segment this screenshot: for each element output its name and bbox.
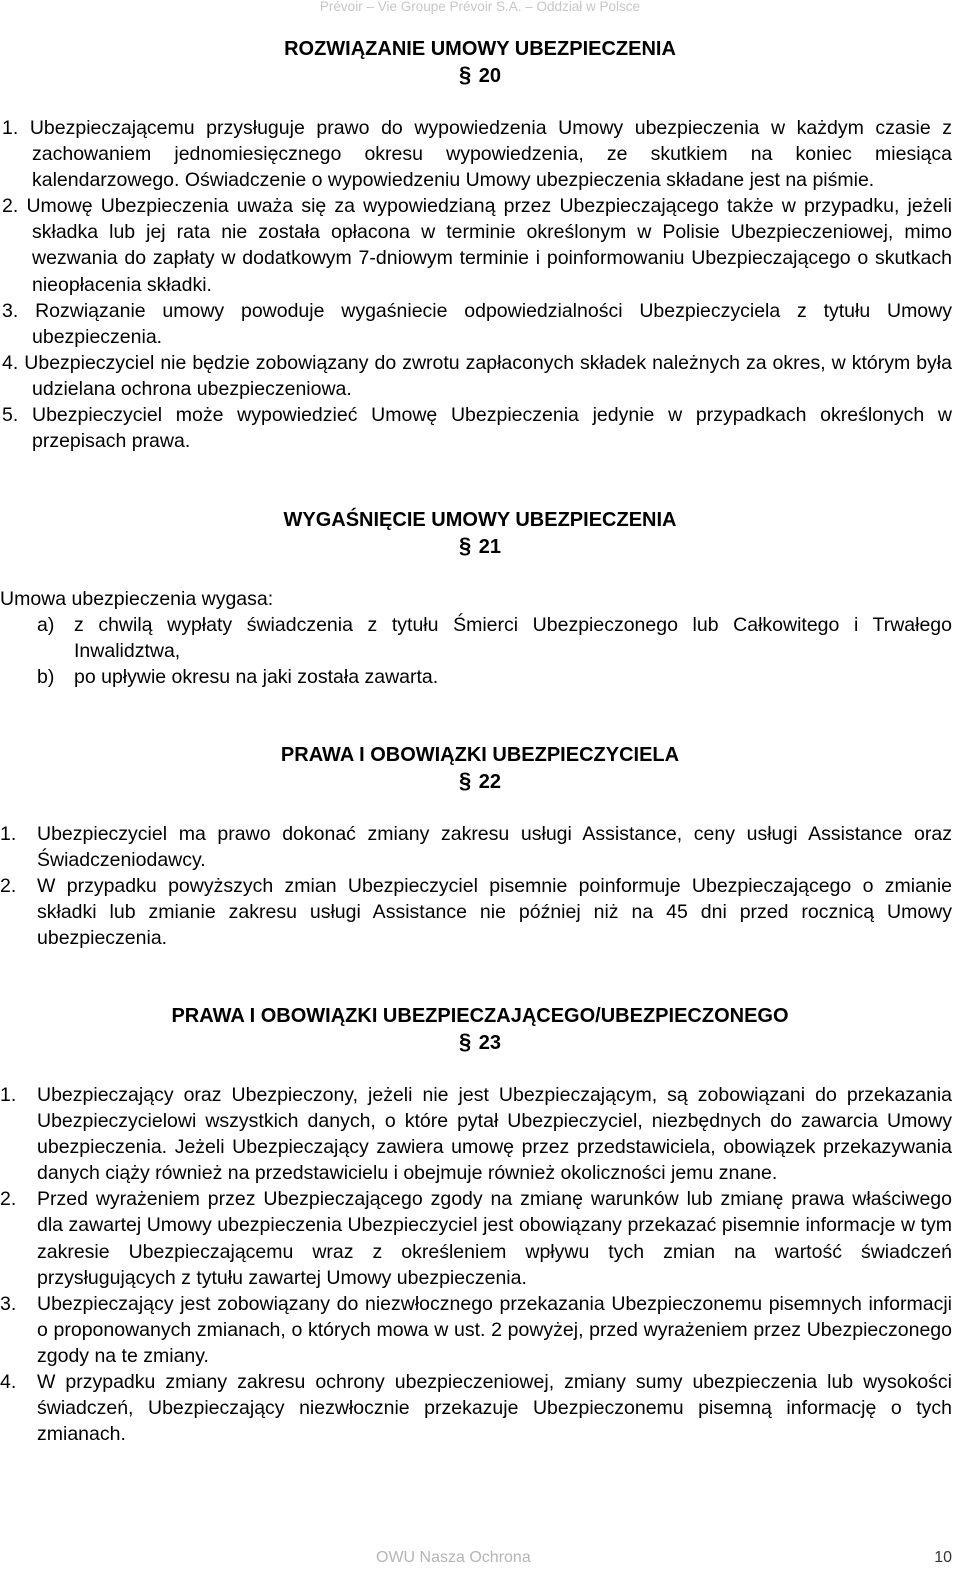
list-item bbox=[0, 1186, 952, 1290]
list-item bbox=[2, 193, 952, 297]
item-text: W przypadku zmiany zakresu ochrony ubezpieczeniowej, zmiany sumy ubezpieczenia lub wysokości świadczeń, Ubezpieczający niezwłocznie przekazuje Ubezpieczonemu pisemną informację o tych zmianach. bbox=[37, 1371, 952, 1446]
section-22-body bbox=[0, 821, 952, 951]
list-item bbox=[0, 612, 952, 664]
item-number: 1. bbox=[0, 823, 17, 845]
list-item bbox=[2, 298, 952, 350]
item-number: 1. bbox=[0, 1084, 17, 1106]
list-item bbox=[0, 1369, 952, 1447]
section-title-21: WYGAŚNIĘCIE UMOWY UBEZPIECZENIA bbox=[283, 509, 677, 531]
item-text: Ubezpieczyciel może wypowiedzieć Umowę Ubezpieczenia jedynie w przypadkach określonych w przepisach prawa. bbox=[31, 404, 952, 453]
footer-page-number: 10 bbox=[934, 1549, 952, 1566]
item-text: Przed wyrażeniem przez Ubezpieczającego zgody na zmianę warunków lub zmianę prawa właściwego dla zawartej Umowy ubezpieczenia Ubezpieczyciel jest obowiązany przekazać pisemnie informacje w tym zakresie Ubezpieczającemu wraz z określeniem wpływu tych zmian na wartość świadczeń przysługujących z tytułu zawartej Umowy ubezpieczenia. bbox=[37, 1188, 952, 1289]
item-text: Ubezpieczającemu przysługuje prawo do wypowiedzenia Umowy ubezpieczenia w każdym czasie z zachowaniem jednomiesięcznego okresu wypowiedzenia, ze skutkiem na koniec miesiąca kalendarzowego. Oświadczenie o wypowiedzeniu Umowy ubezpieczenia składane jest na piśmie. bbox=[29, 117, 952, 192]
list-item bbox=[0, 821, 952, 873]
paragraph-number-value: 21 bbox=[478, 536, 502, 558]
list-item bbox=[0, 664, 952, 690]
footer-document-name: OWU Nasza Ochrona bbox=[376, 1549, 531, 1566]
item-text: W przypadku powyższych zmian Ubezpieczyciel pisemnie poinformuje Ubezpieczającego o zmianie składki lub zmianie zakresu usługi Assistance nie później niż na 45 dni przed rocznicą Umowy ubezpieczenia. bbox=[37, 875, 952, 950]
item-text: z chwilą wypłaty świadczenia z tytułu Śmierci Ubezpieczonego lub Całkowitego i Trwałego Inwalidztwa, bbox=[74, 614, 952, 663]
item-letter: b) bbox=[37, 666, 55, 689]
paragraph-number-20: § 20 bbox=[458, 62, 502, 87]
section-20-body bbox=[2, 115, 952, 454]
item-text: Rozwiązanie umowy powoduje wygaśniecie odpowiedzialności Ubezpieczyciela z tytułu Umowy ubezpieczenia. bbox=[32, 299, 952, 348]
list-item bbox=[2, 350, 952, 402]
section-title-20: ROZWIĄZANIE UMOWY UBEZPIECZENIA bbox=[284, 38, 676, 60]
item-number: 4. bbox=[0, 1371, 17, 1394]
item-text: Ubezpieczający oraz Ubezpieczony, jeżeli nie jest Ubezpieczającym, są zobowiązani do przekazania Ubezpieczycielowi wszystkich danych, o które pytał Ubezpieczyciel, niezbędnych do zawarcia Umowy ubezpieczenia. Jeżeli Ubezpieczający zawiera umowę przez przedstawiciela, obowiązek przekazywania danych ciąży również na przedstawicielu i obejmuje również okoliczności jemu znane. bbox=[37, 1084, 952, 1185]
list-item bbox=[2, 115, 952, 193]
list-item bbox=[2, 402, 952, 454]
item-text: Ubezpieczający jest zobowiązany do niezwłocznego przekazania Ubezpieczonemu pisemnych informacji o proponowanych zmianach, o których mowa w ust. 2 powyżej, przed wyrażeniem przez Ubezpieczonego zgody na te zmiany. bbox=[37, 1292, 952, 1367]
item-number: 4. bbox=[2, 351, 19, 374]
section-21-intro: Umowa ubezpieczenia wygasa: bbox=[0, 588, 274, 610]
paragraph-number-value: 20 bbox=[478, 65, 502, 87]
item-number: 2. bbox=[0, 875, 17, 898]
section-title-23: PRAWA I OBOWIĄZKI UBEZPIECZAJĄCEGO/UBEZPIECZONEGO bbox=[171, 1005, 789, 1027]
section-21-body bbox=[0, 586, 952, 690]
section-title-22: PRAWA I OBOWIĄZKI UBEZPIECZYCIELA bbox=[280, 744, 680, 766]
item-number: 1. bbox=[2, 117, 19, 139]
list-item bbox=[0, 1082, 952, 1186]
paragraph-number-23: § 23 bbox=[458, 1029, 502, 1054]
list-item bbox=[0, 1291, 952, 1369]
page-header: Prévoir – Vie Groupe Prévoir S.A. – Oddział w Polsce bbox=[319, 0, 641, 14]
item-text: po upływie okresu na jaki została zawarta. bbox=[74, 666, 439, 689]
item-number: 2. bbox=[2, 195, 19, 218]
paragraph-number-value: 22 bbox=[478, 771, 502, 793]
paragraph-number-22: § 22 bbox=[458, 768, 502, 793]
item-number: 3. bbox=[0, 1292, 17, 1315]
section-23-body bbox=[0, 1082, 952, 1447]
item-text: Ubezpieczyciel nie będzie zobowiązany do zwrotu zapłaconych składek należnych za okres, w którym była udzielana ochrona ubezpieczeniowa. bbox=[24, 351, 952, 400]
list-item bbox=[0, 873, 952, 951]
item-letter: a) bbox=[37, 614, 55, 637]
item-text: Umowę Ubezpieczenia uważa się za wypowiedzianą przez Ubezpieczającego także w przypadku, jeżeli składka lub jej rata nie została opłacona w terminie określonym w Polisie Ubezpieczeniowej, mimo wezwania do zapłaty w dodatkowym 7-dniowym terminie i poinformowaniu Ubezpieczającego o skutkach nieopłacenia składki. bbox=[26, 195, 952, 296]
paragraph-number-value: 23 bbox=[478, 1032, 502, 1054]
item-number: 3. bbox=[2, 299, 19, 322]
paragraph-number-21: § 21 bbox=[458, 533, 502, 558]
item-number: 2. bbox=[0, 1188, 17, 1211]
item-number: 5. bbox=[2, 404, 19, 427]
item-text: Ubezpieczyciel ma prawo dokonać zmiany zakresu usługi Assistance, ceny usługi Assistance oraz Świadczeniodawcy. bbox=[37, 823, 952, 872]
